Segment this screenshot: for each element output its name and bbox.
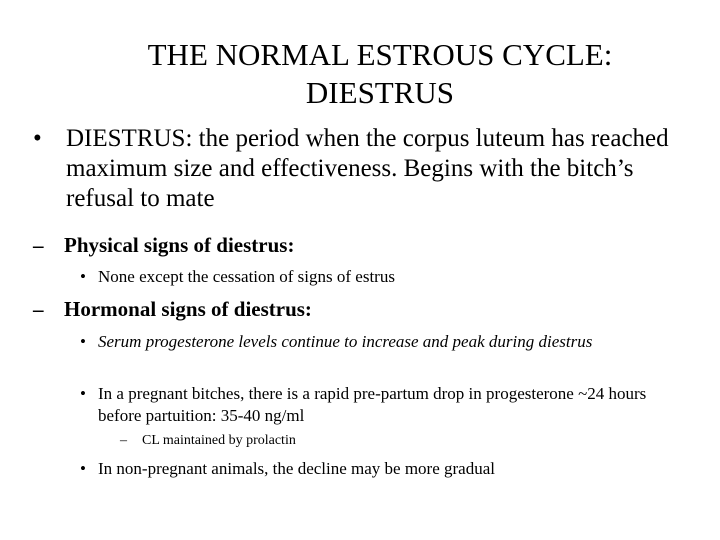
hormonal-sub-item-text: CL maintained by prolactin [142, 433, 296, 448]
hormonal-signs-heading-text: Hormonal signs of diestrus: [64, 297, 312, 321]
slide-title-line-2: DIESTRUS [305, 75, 455, 110]
hormonal-sign-text: In non-pregnant animals, the decline may be more gradual [98, 459, 495, 478]
bullet-marker: • [80, 332, 86, 351]
term-diestrus: DIESTRUS [66, 125, 186, 152]
physical-sign-text: None except the cessation of signs of estrus [98, 267, 395, 286]
dash-marker: – [120, 433, 127, 448]
physical-signs-heading-text: Physical signs of diestrus: [64, 233, 295, 257]
hormonal-sign-text: Serum progesterone levels continue to increase and peak during diestrus [98, 332, 593, 351]
bullet-marker: • [80, 384, 86, 403]
bullet-marker: • [80, 459, 86, 478]
bullet-marker: • [80, 267, 86, 286]
definition-text: : the period when the corpus luteum has reached maximum size and effectiveness. Begins with the bitch’s refusal to mate [66, 125, 669, 212]
hormonal-sign-text: In a pregnant bitches, there is a rapid pre-partum drop in progesterone ~24 hours before partuition: 35-40 ng/ml [98, 384, 647, 425]
slide-title-line-1: THE NORMAL ESTROUS CYCLE: [147, 37, 613, 72]
dash-marker: – [33, 233, 44, 257]
main-bullet-text [66, 124, 706, 214]
bullet-marker: • [33, 125, 42, 152]
dash-marker: – [33, 297, 44, 321]
